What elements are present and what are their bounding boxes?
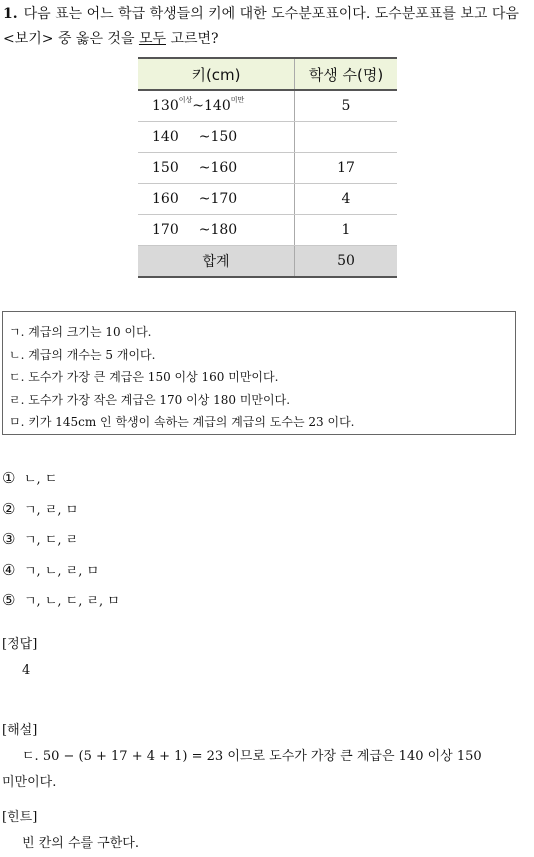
class-interval	[138, 215, 295, 246]
class-interval	[138, 90, 295, 122]
interval-start-note: 이상	[178, 96, 193, 104]
interval-end: 140	[204, 98, 231, 114]
total-label: 합계	[138, 246, 295, 278]
choice-1[interactable]	[2, 463, 120, 494]
choice-4[interactable]	[2, 555, 120, 586]
bogi-box	[2, 311, 516, 435]
choice-text: ㄱ, ㄹ, ㅁ	[24, 502, 79, 518]
answer-label: [정답]	[2, 637, 38, 652]
frequency-table	[138, 57, 397, 278]
choice-mark: ①	[2, 469, 16, 487]
class-interval	[138, 184, 295, 215]
interval-start: 150	[152, 160, 179, 176]
explanation-label: [해설]	[2, 723, 38, 738]
choice-text: ㄱ, ㄷ, ㄹ	[24, 533, 79, 548]
table-total-row	[138, 246, 397, 278]
choice-mark: ⑤	[2, 591, 16, 609]
choice-mark: ②	[2, 499, 16, 518]
bogi-item: ㄹ. 도수가 가장 작은 계급은 170 이상 180 미만이다.	[9, 392, 291, 407]
answer-value: 4	[22, 663, 31, 678]
question-body-1: 다음 표는 어느 학급 학생들의 키에 대한 도수분포표이다. 도수분포표를 보고 다음 <보기> 중 옳은 것을	[3, 6, 519, 47]
hint-section	[2, 805, 139, 857]
header-height: 키(cm)	[138, 58, 295, 90]
table-header-row	[138, 58, 397, 90]
table-row	[138, 90, 397, 122]
frequency-cell: 17	[295, 153, 398, 184]
interval-tilde: ~	[192, 98, 204, 114]
choice-mark: ③	[2, 530, 16, 548]
frequency-cell: 5	[295, 90, 398, 122]
question-text	[3, 2, 531, 52]
table-row	[138, 215, 397, 246]
question-body-2: 고르면?	[166, 31, 219, 47]
class-interval	[138, 122, 295, 153]
interval-end: ~180	[198, 222, 238, 238]
interval-end: ~150	[198, 129, 238, 145]
table-row	[138, 122, 397, 153]
choice-text: ㄴ, ㄷ	[24, 472, 58, 487]
header-students: 학생 수(명)	[295, 58, 398, 90]
interval-end: ~160	[198, 160, 238, 176]
class-interval	[138, 153, 295, 184]
bogi-item: ㅁ. 키가 145cm 인 학생이 속하는 계급의 계급의 도수는 23 이다.	[9, 415, 355, 429]
hint-text: 빈 칸의 수를 구한다.	[22, 836, 139, 851]
answer-section	[2, 632, 37, 684]
explanation-section	[2, 718, 532, 796]
interval-start: 130	[152, 98, 179, 114]
choice-text: ㄱ, ㄴ, ㄷ, ㄹ, ㅁ	[24, 594, 120, 609]
choice-3[interactable]	[2, 524, 120, 555]
bogi-item: ㄱ. 계급의 크기는 10 이다.	[9, 325, 152, 339]
frequency-cell-blank	[295, 122, 398, 153]
answer-choices	[2, 463, 120, 616]
choice-2[interactable]	[2, 494, 120, 525]
question-underlined-word: 모두	[138, 31, 166, 47]
choice-text: ㄱ, ㄴ, ㄹ, ㅁ	[24, 563, 100, 579]
explanation-line-2: 미만이다.	[2, 775, 57, 790]
table-row	[138, 153, 397, 184]
interval-start: 160	[152, 191, 179, 207]
table-row	[138, 184, 397, 215]
total-value: 50	[295, 246, 398, 278]
interval-end-note: 미만	[230, 96, 245, 104]
frequency-cell: 4	[295, 184, 398, 215]
frequency-cell: 1	[295, 215, 398, 246]
bogi-item: ㄴ. 계급의 개수는 5 개이다.	[9, 347, 156, 362]
question-number: 1.	[3, 6, 18, 22]
interval-start: 170	[152, 222, 179, 238]
bogi-item: ㄷ. 도수가 가장 큰 계급은 150 이상 160 미만이다.	[9, 370, 279, 384]
explanation-line-1: ㄷ. 50 − (5 + 17 + 4 + 1) = 23 이므로 도수가 가장 큰 계급은 140 이상 150	[22, 749, 482, 764]
interval-start: 140	[152, 129, 179, 145]
hint-label: [힌트]	[2, 810, 38, 825]
choice-mark: ④	[2, 560, 16, 579]
choice-5[interactable]	[2, 585, 120, 616]
interval-end: ~170	[198, 191, 238, 207]
